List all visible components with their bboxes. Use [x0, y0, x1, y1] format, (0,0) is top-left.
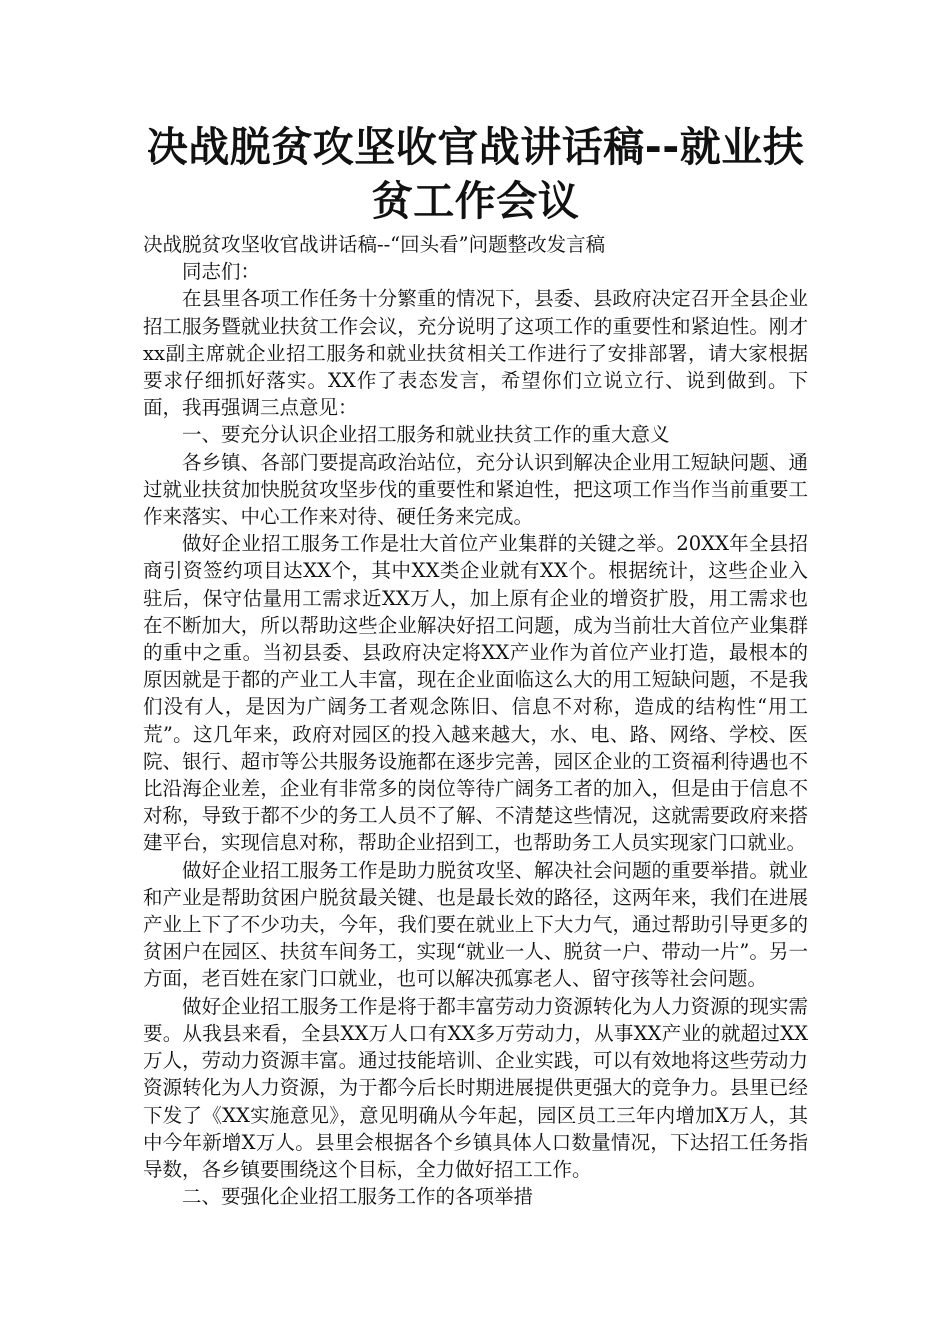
document-page: [143, 120, 808, 1210]
paragraph-political-position: 各乡镇、各部门要提高政治站位，充分认识到解决企业用工短缺问题、通过就业扶贫加快脱贫攻坚步伐的重要性和紧迫性，把这项工作当作当前重要工作来落实、中心工作来对待、硬任务来完成。: [143, 450, 808, 529]
paragraph-poverty-alleviation: 做好企业招工服务工作是助力脱贫攻坚、解决社会问题的重要举措。就业和产业是帮助贫困户脱贫最关键、也是最长效的路径，这两年来，我们在进展产业上下了不少功夫，今年，我们要在就业上下大力气，通过帮助引导更多的贫困户在园区、扶贫车间务工，实现“就业一人、脱贫一户、带动一片”。另一方面，老百姓在家门口就业，也可以解决孤寡老人、留守孩等社会问题。: [143, 858, 808, 991]
salutation: 同志们：: [182, 260, 261, 284]
document-subtitle: 决战脱贫攻坚收官战讲话稿--“回头看”问题整改发言稿: [143, 233, 606, 256]
paragraph-labor-resources: 做好企业招工服务工作是将于都丰富劳动力资源转化为人力资源的现实需要。从我县来看，全县XX万人口有XX多万劳动力，从事XX产业的就超过XX万人，劳动力资源丰富。通过技能培训、企业实践，可以有效地将这些劳动力资源转化为人力资源，为于都今后长时期进展提供更强大的竞争力。县里已经下发了《XX实施意见》，意见明确从今年起，园区员工三年内增加X万人，其中今年新增X万人。县里会根据各个乡镇具体人口数量情况，下达招工任务指导数，各乡镇要围绕这个目标，全力做好招工工作。: [143, 994, 808, 1181]
section-heading-1: 一、要充分认识企业招工服务和就业扶贫工作的重大意义: [182, 423, 670, 447]
paragraph-industry-cluster: 做好企业招工服务工作是壮大首位产业集群的关键之举。20XX年全县招商引资签约项目达XX个，其中XX类企业就有XX个。根据统计，这些企业入驻后，保守估量用工需求近XX万人，加上原有企业的增资扩股，用工需求也在不断加大，所以帮助这些企业解决好招工问题，成为当前壮大首位产业集群的重中之重。当初县委、县政府决定将XX产业作为首位产业打造，最根本的原因就是于都的产业工人丰富，现在企业面临这么大的用工短缺问题，不是我们没有人，是因为广阔务工者观念陈旧、信息不对称，造成的结构性“用工荒”。这几年来，政府对园区的投入越来越大，水、电、路、网络、学校、医院、银行、超市等公共服务设施都在逐步完善，园区企业的工资福利待遇也不比沿海企业差，企业有非常多的岗位等待广阔务工者的加入，但是由于信息不对称，导致于都不少的务工人员不了解、不清楚这些情况，这就需要政府来搭建平台，实现信息对称，帮助企业招到工，也帮助务工人员实现家门口就业。: [143, 532, 808, 855]
document-body: [143, 231, 808, 1210]
section-heading-2: 二、要强化企业招工服务工作的各项举措: [182, 1185, 534, 1209]
paragraph-intro: 在县里各项工作任务十分繁重的情况下，县委、县政府决定召开全县企业招工服务暨就业扶贫工作会议，充分说明了这项工作的重要性和紧迫性。刚才xx副主席就企业招工服务和就业扶贫相关工作进行了安排部署，请大家根据要求仔细抓好落实。XX作了表态发言，希望你们立说立行、说到做到。下面，我再强调三点意见：: [143, 287, 808, 420]
document-title: 决战脱贫攻坚收官战讲话稿--就业扶贫工作会议: [146, 123, 805, 225]
